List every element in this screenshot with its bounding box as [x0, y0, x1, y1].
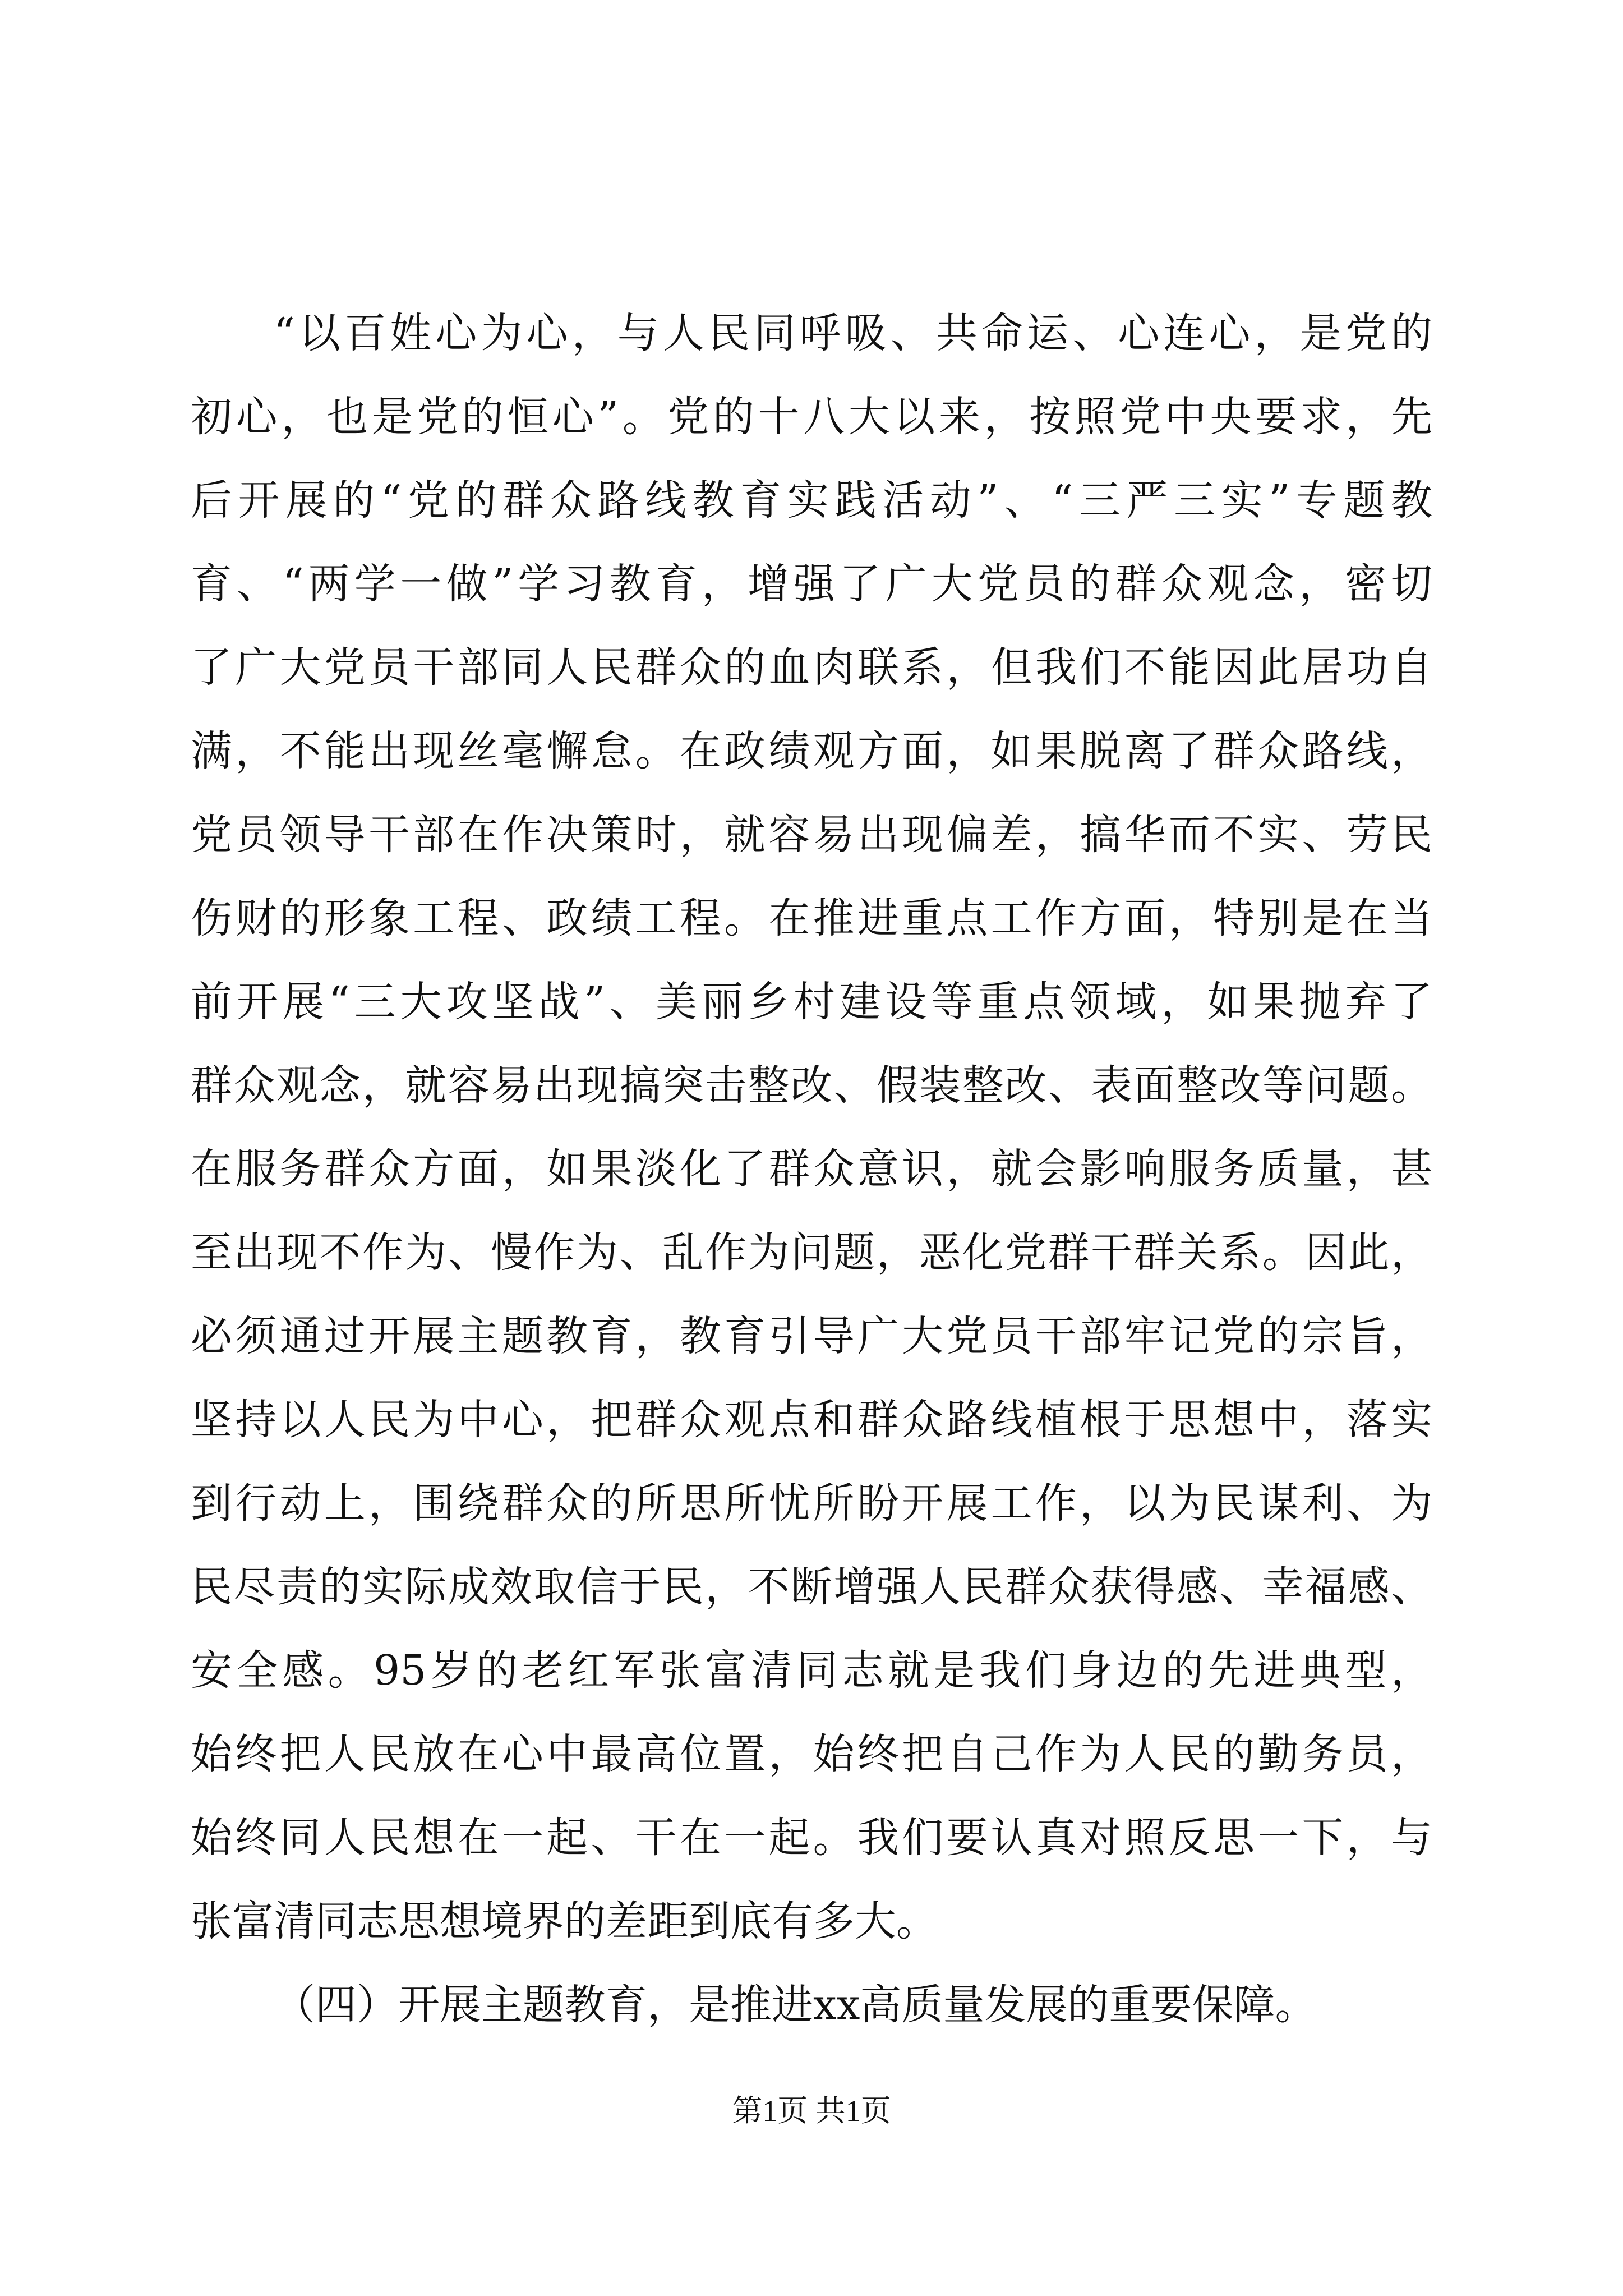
paragraph-line: 民尽责的实际成效取信于民，不断增强人民群众获得感、幸福感、: [191, 1563, 1432, 1611]
paragraph-line: 群众观念，就容易出现搞突击整改、假装整改、表面整改等问题。: [191, 1061, 1432, 1110]
paragraph-line: 张富清同志思想境界的差距到底有多大。: [191, 1897, 938, 1945]
paragraph-line: 在服务群众方面，如果淡化了群众意识，就会影响服务质量，甚: [191, 1145, 1432, 1193]
paragraph-line: 后开展的“党的群众路线教育实践活动”、“三严三实”专题教: [191, 476, 1432, 524]
paragraph-line: “以百姓心为心，与人民同呼吸、共命运、心连心，是党的: [274, 309, 1432, 357]
paragraph-line: 始终同人民想在一起、干在一起。我们要认真对照反思一下，与: [191, 1814, 1432, 1862]
paragraph-line: 党员领导干部在作决策时，就容易出现偏差，搞华而不实、劳民: [191, 811, 1432, 859]
paragraph-line: 必须通过开展主题教育，教育引导广大党员干部牢记党的宗旨，: [191, 1312, 1432, 1360]
paragraph-line: 坚持以人民为中心，把群众观点和群众路线植根于思想中，落实: [191, 1396, 1432, 1444]
page-footer: 第1页 共1页: [732, 2094, 891, 2128]
paragraph-line: 到行动上，围绕群众的所思所忧所盼开展工作，以为民谋利、为: [191, 1479, 1432, 1527]
paragraph-line: 始终把人民放在心中最高位置，始终把自己作为人民的勤务员，: [191, 1730, 1432, 1778]
paragraph-line: 前开展“三大攻坚战”、美丽乡村建设等重点领域，如果抛弃了: [191, 978, 1432, 1026]
paragraph-line: 至出现不作为、慢作为、乱作为问题，恶化党群干群关系。因此，: [191, 1228, 1432, 1277]
paragraph-line: 安全感。95岁的老红军张富清同志就是我们身边的先进典型，: [191, 1646, 1432, 1695]
section-heading: （四）开展主题教育，是推进xx高质量发展的重要保障。: [274, 1981, 1317, 2029]
paragraph-line: 伤财的形象工程、政绩工程。在推进重点工作方面，特别是在当: [191, 894, 1432, 942]
paragraph-line: 满，不能出现丝毫懈怠。在政绩观方面，如果脱离了群众路线，: [191, 727, 1432, 775]
paragraph-line: 初心，也是党的恒心”。党的十八大以来，按照党中央要求，先: [191, 393, 1432, 441]
paragraph-line: 了广大党员干部同人民群众的血肉联系，但我们不能因此居功自: [191, 643, 1432, 692]
document-body: [191, 292, 1432, 2047]
paragraph-line: 育、“两学一做”学习教育，增强了广大党员的群众观念，密切: [191, 560, 1432, 608]
